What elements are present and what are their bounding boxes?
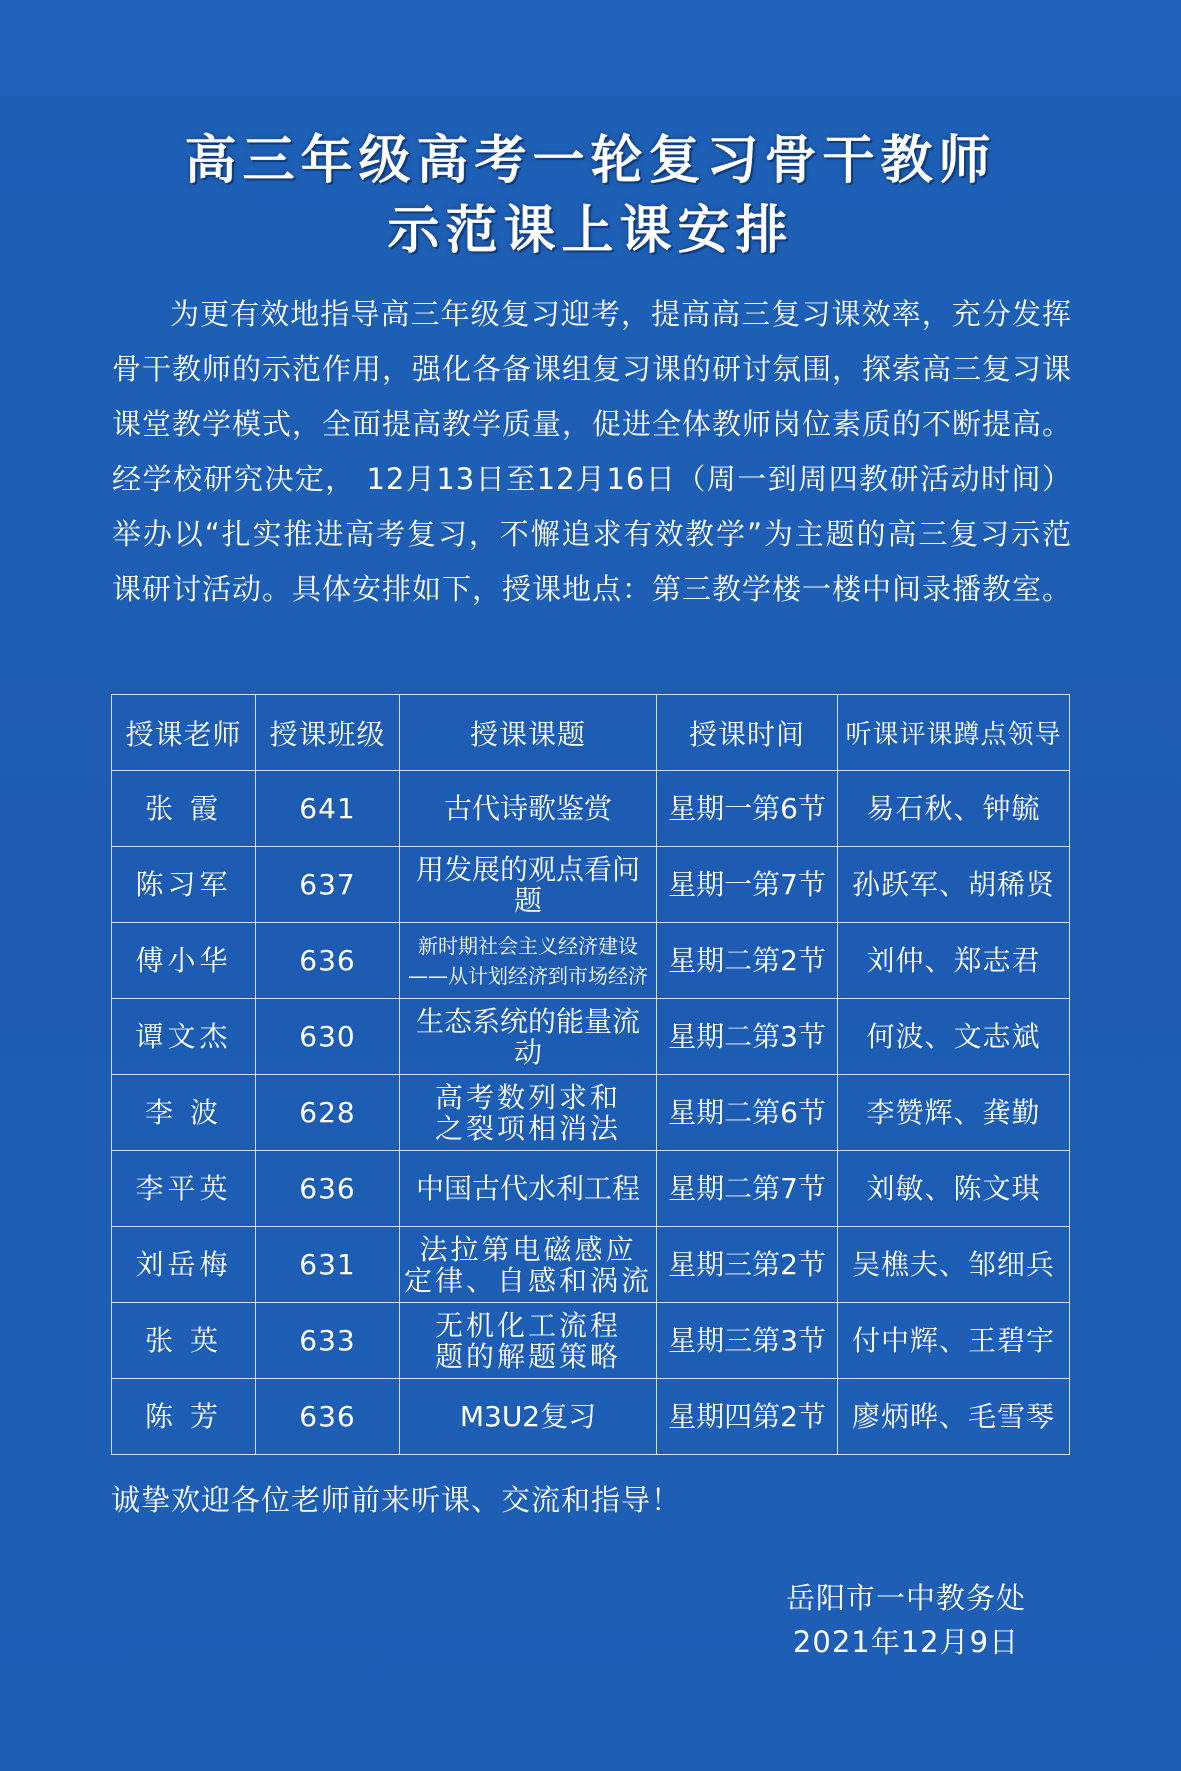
table-row bbox=[112, 1227, 1070, 1303]
class-cell: 636 bbox=[256, 923, 400, 999]
teacher-cell: 傅小华 bbox=[112, 923, 256, 999]
table-row bbox=[112, 1151, 1070, 1227]
leaders-cell: 李赞辉、龚勤 bbox=[838, 1075, 1070, 1151]
intro-paragraph: 为更有效地指导高三年级复习迎考，提高高三复习课效率，充分发挥骨干教师的示范作用，强化各备课组复习课的研讨氛围，探索高三复习课课堂教学模式，全面提高教学质量，促进全体教师岗位素质的不断提高。经学校研究决定， 12月13日至12月16日（周一到周四教研活动时间）举办以“扎实推进高考复习，不懈追求有效教学”为主题的高三复习示范课研讨活动。具体安排如下，授课地点：第三教学楼一楼中间录播教室。 bbox=[112, 297, 1073, 606]
class-cell: 636 bbox=[256, 1379, 400, 1455]
leaders-cell: 刘敏、陈文琪 bbox=[838, 1151, 1070, 1227]
signature-org: 岳阳市一中教务处 bbox=[785, 1581, 1026, 1615]
leaders-cell: 孙跃军、胡稀贤 bbox=[838, 847, 1070, 923]
teacher-cell: 张 英 bbox=[112, 1303, 256, 1379]
table-row bbox=[112, 1379, 1070, 1455]
topic-cell: M3U2复习 bbox=[400, 1379, 657, 1455]
time-cell: 星期二第6节 bbox=[657, 1075, 838, 1151]
table-row bbox=[112, 1075, 1070, 1151]
header-topic: 授课课题 bbox=[400, 695, 657, 771]
leaders-cell: 廖炳晔、毛雪琴 bbox=[838, 1379, 1070, 1455]
time-cell: 星期二第2节 bbox=[657, 923, 838, 999]
leaders-cell: 易石秋、钟毓 bbox=[838, 771, 1070, 847]
time-cell: 星期一第6节 bbox=[657, 771, 838, 847]
topic-cell: 生态系统的能量流动 bbox=[400, 999, 657, 1075]
table-row bbox=[112, 771, 1070, 847]
table-row bbox=[112, 923, 1070, 999]
class-cell: 628 bbox=[256, 1075, 400, 1151]
topic-cell bbox=[400, 1075, 657, 1151]
time-cell: 星期二第7节 bbox=[657, 1151, 838, 1227]
teacher-cell: 刘岳梅 bbox=[112, 1227, 256, 1303]
topic-cell bbox=[400, 1227, 657, 1303]
table-header-row bbox=[112, 695, 1070, 771]
teacher-cell: 陈 芳 bbox=[112, 1379, 256, 1455]
header-leaders: 听课评课蹲点领导 bbox=[838, 695, 1070, 771]
topic-line-1: 高考数列求和 bbox=[434, 1080, 621, 1114]
page-title-line-2: 示范课上课安排 bbox=[387, 200, 794, 261]
class-cell: 636 bbox=[256, 1151, 400, 1227]
topic-line-1: 新时期社会主义经济建设 bbox=[418, 933, 638, 958]
table-row bbox=[112, 999, 1070, 1075]
class-cell: 637 bbox=[256, 847, 400, 923]
page-title-line-1: 高三年级高考一轮复习骨干教师 bbox=[184, 130, 997, 191]
signature-block bbox=[770, 1576, 1042, 1664]
topic-line-2: 之裂项相消法 bbox=[434, 1111, 621, 1145]
class-cell: 633 bbox=[256, 1303, 400, 1379]
time-cell: 星期二第3节 bbox=[657, 999, 838, 1075]
topic-cell bbox=[400, 923, 657, 999]
teacher-cell: 李平英 bbox=[112, 1151, 256, 1227]
header-class: 授课班级 bbox=[256, 695, 400, 771]
topic-cell: 中国古代水利工程 bbox=[400, 1151, 657, 1227]
class-cell: 631 bbox=[256, 1227, 400, 1303]
topic-line-1: 法拉第电磁感应 bbox=[419, 1232, 637, 1266]
topic-line-2: 定律、自感和涡流 bbox=[404, 1263, 653, 1297]
closing-remark: 诚挚欢迎各位老师前来听课、交流和指导！ bbox=[111, 1483, 682, 1517]
teacher-cell: 李 波 bbox=[112, 1075, 256, 1151]
leaders-cell: 吴樵夫、邹细兵 bbox=[838, 1227, 1070, 1303]
class-cell: 641 bbox=[256, 771, 400, 847]
time-cell: 星期四第2节 bbox=[657, 1379, 838, 1455]
leaders-cell: 刘仲、郑志君 bbox=[838, 923, 1070, 999]
table-row bbox=[112, 847, 1070, 923]
topic-line-1: 无机化工流程 bbox=[434, 1308, 621, 1342]
topic-cell bbox=[400, 1303, 657, 1379]
header-time: 授课时间 bbox=[657, 695, 838, 771]
table-row bbox=[112, 1303, 1070, 1379]
teacher-cell: 陈习军 bbox=[112, 847, 256, 923]
teacher-cell: 谭文杰 bbox=[112, 999, 256, 1075]
topic-line-2: 题的解题策略 bbox=[434, 1339, 621, 1373]
topic-cell: 用发展的观点看问题 bbox=[400, 847, 657, 923]
time-cell: 星期一第7节 bbox=[657, 847, 838, 923]
leaders-cell: 何波、文志斌 bbox=[838, 999, 1070, 1075]
header-teacher: 授课老师 bbox=[112, 695, 256, 771]
leaders-cell: 付中辉、王碧宇 bbox=[838, 1303, 1070, 1379]
teacher-cell: 张 霞 bbox=[112, 771, 256, 847]
signature-date: 2021年12月9日 bbox=[792, 1625, 1020, 1659]
topic-cell: 古代诗歌鉴赏 bbox=[400, 771, 657, 847]
class-cell: 630 bbox=[256, 999, 400, 1075]
schedule-table bbox=[111, 694, 1070, 1455]
topic-line-2: ——从计划经济到市场经济 bbox=[408, 963, 648, 988]
time-cell: 星期三第3节 bbox=[657, 1303, 838, 1379]
time-cell: 星期三第2节 bbox=[657, 1227, 838, 1303]
